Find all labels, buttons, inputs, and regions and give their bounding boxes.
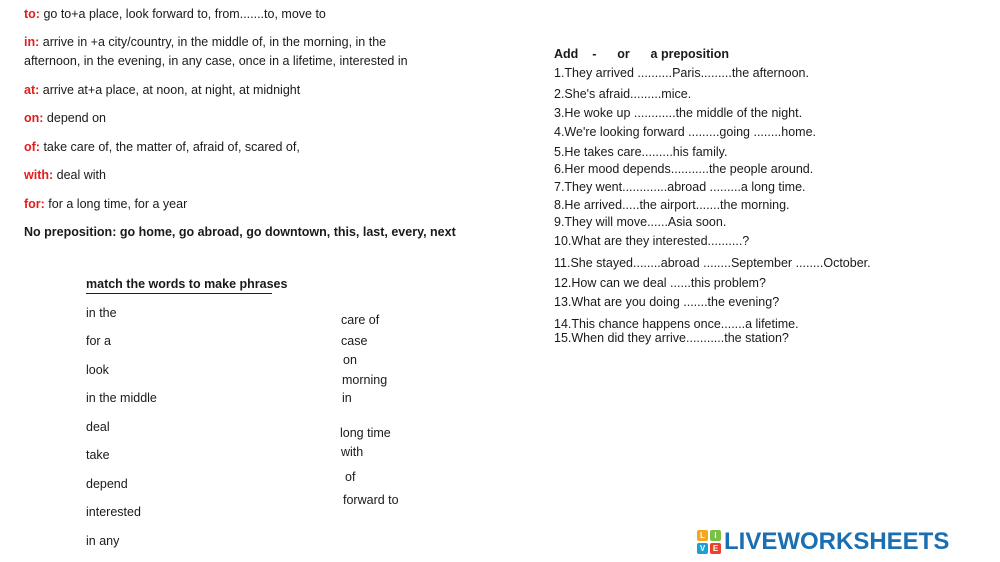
logo-icon-letter-i: I bbox=[710, 530, 721, 541]
match-right-4[interactable]: morning bbox=[342, 373, 388, 387]
exercise-item-2[interactable]: 2.She's afraid.........mice. bbox=[554, 87, 692, 101]
match-left-6[interactable]: take bbox=[86, 448, 110, 462]
match-left-2[interactable]: for a bbox=[86, 334, 112, 348]
match-right-5[interactable]: in bbox=[342, 391, 352, 405]
rule-in: in: arrive in +a city/country, in the middle of, in the morning, in the bbox=[24, 35, 387, 49]
match-title: match the words to make phrases bbox=[86, 277, 272, 294]
logo-icon-letter-v: V bbox=[697, 543, 708, 554]
match-right-2[interactable]: case bbox=[341, 334, 368, 348]
liveworksheets-logo bbox=[697, 528, 949, 556]
rule-no-preposition: No preposition: go home, go abroad, go downtown, this, last, every, next bbox=[24, 225, 456, 239]
exercise-item-4[interactable]: 4.We're looking forward .........going ........home. bbox=[554, 125, 816, 139]
rule-on: on: depend on bbox=[24, 111, 106, 125]
exercise-item-3[interactable]: 3.He woke up ............the middle of the night. bbox=[554, 106, 803, 120]
rule-with: with: deal with bbox=[24, 168, 106, 182]
match-left-8[interactable]: interested bbox=[86, 505, 141, 519]
match-left-5[interactable]: deal bbox=[86, 420, 110, 434]
exercise-item-9[interactable]: 9.They will move......Asia soon. bbox=[554, 215, 727, 229]
logo-text: LIVEWORKSHEETS bbox=[724, 528, 950, 555]
exercise-item-6[interactable]: 6.Her mood depends...........the people around. bbox=[554, 162, 814, 176]
exercise-item-7[interactable]: 7.They went.............abroad .........a long time. bbox=[554, 180, 806, 194]
match-right-6[interactable]: long time bbox=[340, 426, 391, 440]
match-left-7[interactable]: depend bbox=[86, 477, 128, 491]
match-left-3[interactable]: look bbox=[86, 363, 109, 377]
match-left-9[interactable]: in any bbox=[86, 534, 120, 548]
exercise-item-11[interactable]: 11.She stayed........abroad ........September ........October. bbox=[554, 256, 871, 270]
exercise-item-15[interactable]: 15.When did they arrive...........the station? bbox=[554, 331, 789, 345]
rule-at: at: arrive at+a place, at noon, at night, at midnight bbox=[24, 83, 301, 97]
exercise-item-10[interactable]: 10.What are they interested..........? bbox=[554, 234, 750, 248]
match-left-4[interactable]: in the middle bbox=[86, 391, 157, 405]
rule-of: of: take care of, the matter of, afraid of, scared of, bbox=[24, 140, 300, 154]
logo-icon-letter-l: L bbox=[697, 530, 708, 541]
logo-icon bbox=[697, 530, 721, 554]
match-left-1[interactable]: in the bbox=[86, 306, 117, 320]
match-right-8[interactable]: of bbox=[345, 470, 356, 484]
exercise-item-1[interactable]: 1.They arrived ..........Paris.........the afternoon. bbox=[554, 66, 809, 80]
logo-icon-letter-e: E bbox=[710, 543, 721, 554]
rule-for: for: for a long time, for a year bbox=[24, 197, 188, 211]
exercise-item-8[interactable]: 8.He arrived.....the airport.......the morning. bbox=[554, 198, 790, 212]
exercise-item-5[interactable]: 5.He takes care.........his family. bbox=[554, 145, 728, 159]
match-right-7[interactable]: with bbox=[341, 445, 364, 459]
match-right-1[interactable]: care of bbox=[341, 313, 380, 327]
rule-to: to: go to+a place, look forward to, from.......to, move to bbox=[24, 7, 326, 21]
match-right-3[interactable]: on bbox=[343, 353, 357, 367]
rule-in-continued: afternoon, in the evening, in any case, once in a lifetime, interested in bbox=[24, 54, 408, 68]
exercise-title: Add - or a preposition bbox=[554, 47, 730, 61]
match-right-9[interactable]: forward to bbox=[343, 493, 399, 507]
exercise-item-13[interactable]: 13.What are you doing .......the evening? bbox=[554, 295, 780, 309]
exercise-item-12[interactable]: 12.How can we deal ......this problem? bbox=[554, 276, 766, 290]
exercise-item-14[interactable]: 14.This chance happens once.......a lifetime. bbox=[554, 317, 799, 331]
